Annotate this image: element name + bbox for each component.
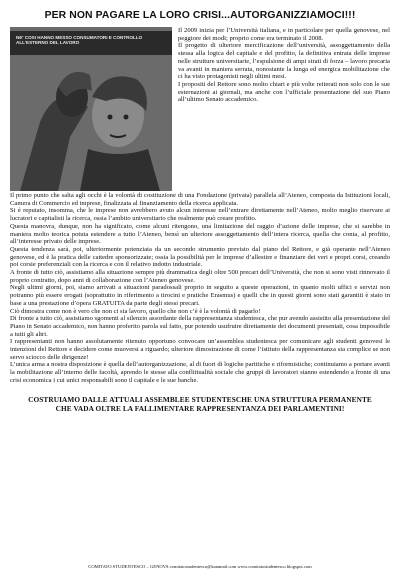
body-paragraph: Negli ultimi giorni, poi, siamo arrivati a situazioni paradossali proprio in seguito a queste operazioni, in quanto molti uffici e servizi non potranno più essere erogati (soprattutto in riferimento a tirocini e pratiche Erasmus) e quelli che in questi giorni sono stati garantiti è stato in base a una prestazione d’opera GRATUITA da parte degli stessi precari. xyxy=(10,284,390,307)
poster-image xyxy=(10,27,172,191)
body-paragraph: Questa tendenza sarà, poi, ulteriormente potenziata da un secondo strumento previsto dal piano del Rettore, e già operante nell’Ateneo genovese, ed è la pratica delle cattedre sponsorizzate; ossia la possibilità per le imprese d’allestire e finanziare dei veri e propri corsi, creando poi corsie preferenziali con la ricerca e con il relativo indotto industriale. xyxy=(10,245,390,269)
body-paragraph: Il primo punto che salta agli occhi è la volontà di costituzione di una Fondazione (privata) parallela all’Ateneo, composta da Istituzioni locali, Camera di Commercio ed imprese, finalizzata al finanziamento della ricerca applicata. xyxy=(10,192,390,207)
closing-slogan: COSTRUIAMO DALLE ATTUALI ASSEMBLEE STUDENTESCHE UNA STRUTTURA PERMANENTE CHE VADA OLTRE LA FALLIMENTARE RAPPRESENTANZA DEI PARLAMENTINI! xyxy=(28,394,372,414)
intro-text xyxy=(178,27,390,191)
body-paragraph: Di fronte a tutto ciò, assistiamo sgomenti al silenzio assordante della rappresentanza studentesca, che pur avendo assistito alla presentazione del Piano in Senato accademico, non hanno proferito parola sul fatto, pur potendo usufruire direttamente dei documenti presentati, cosa impossibile a tutti gli altri. xyxy=(10,315,390,338)
body-paragraph: Questa manovra, dunque, non ha significato, come alcuni ritengono, una limitazione del raggio d’azione delle imprese, che si sarebbe in maniera molto teorica potuta estendere a tutto l’Ateneo, bensì un ulteriore assoggettamento dell’intera ricerca, quella che conta, al profitto, all’interesse privato delle imprese. xyxy=(10,222,390,246)
worker-illustration xyxy=(10,27,172,191)
body-paragraph: I rappresentanti non hanno assolutamente ritenuto opportuno convocare un’assemblea studentesca per comunicare agli studenti genovesi le intenzioni del Rettore e decidere come muoversi a riguardo; ulteriore dimostrazione di come l’istituto della rappresentanza sia complice se non servo sciocco delle dirigenze! xyxy=(10,338,390,361)
top-section xyxy=(10,27,390,191)
intro-paragraph: Il 2009 inizia per l’Università italiana, e in particolare per quella genovese, nel peggiore dei modi; proprio come era terminato il 2008. xyxy=(178,27,390,42)
body-paragraph: Ciò dimostra come non è vero che non ci sia lavoro, quello che non c’è è la volontà di pagarlo! xyxy=(10,307,261,315)
body-paragraph: A fronte di tutto ciò, assistiamo alla situazione sempre più drammatica degli oltre 500 precari dell’Università, che non si sono visti rinnovato il proprio contratto, dopo anni di collaborazione con l’Ateneo genovese. xyxy=(10,269,390,284)
body-paragraph: Si è reputato, insomma, che le imprese non avrebbero avuto alcun interesse nell’entrare direttamente nell’Ateneo, molto meglio riservare ai lucratori e capitalisti la ricerca, ossia l’ambito universitario che realmente può creare profitto. xyxy=(10,207,390,223)
intro-paragraph: Il progetto di ulteriore mercificazione dell’università, assoggettamento della stessa alla logica del capitale e del profitto, la definitiva entrata delle imprese nelle strutture universitarie, l’espulsione di ampi strati di forza – lavoro precaria va avanti in maniera serrata, nonostante la lunga ed energica mobilitazione che ci ha visto protagonisti negli ultimi mesi. xyxy=(178,42,390,81)
poster-caption: NE' COSI HANNO MESSO CONSUMATORI E CONTROLLO ALL'ESTERNO DEL LAVORO xyxy=(16,35,143,46)
intro-paragraph: I propositi del Rettore sono molto chiari e più volte reiterati non solo con le sue esternazioni ai giornali, ma anche con l’ufficiale presentazione del suo Piano all’ultimo Senato accademico. xyxy=(178,80,390,104)
body-paragraph: L’unica arma a nostra disposizione è quella dell’autorganizzazione, al di fuori di logiche partitiche e riformistiche; continuiamo a portare avanti la mobilitazione all’interno delle facoltà, aprendo le stesse alla conflittualità sociale che gruppi di lavoratori stanno estendendo a fronte di una crisi economica i cui unici responsabili sono il capitale e le sue banche. xyxy=(10,361,390,384)
flyer-title: PER NON PAGARE LA LORO CRISI...AUTORGANIZZIAMOCI!!! xyxy=(44,10,356,21)
body-text xyxy=(10,192,390,385)
footer-contact: COMITATO STUDENTESCO – GENOVA comitatostudentesco@katamail.com www.comitatostudentesco.blogspot.com xyxy=(88,564,312,569)
